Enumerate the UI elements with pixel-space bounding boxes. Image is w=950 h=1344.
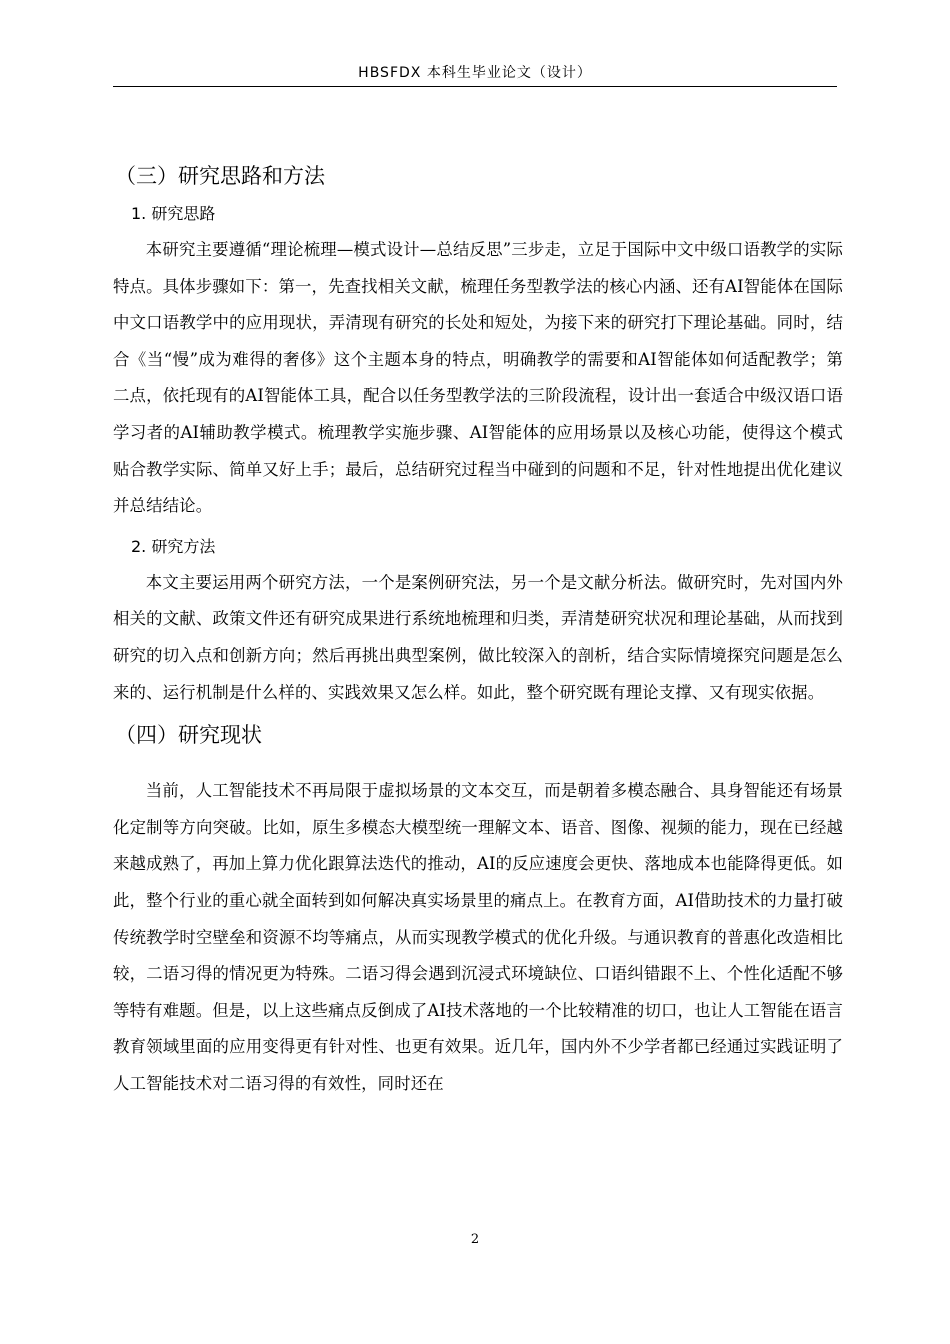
- subsection-heading-research-methods: 2. 研究方法: [131, 536, 216, 556]
- section-heading-3: （三）研究思路和方法: [115, 164, 325, 188]
- header-divider: [113, 86, 837, 87]
- paragraph-research-approach: 本研究主要遵循“理论梳理—模式设计—总结反思”三步走，立足于国际中文中级口语教学的实际特点。具体步骤如下：第一，先查找相关文献，梳理任务型教学法的核心内涵、还有AI智能体在国际中文口语教学中的应用现状，弄清现有研究的长处和短处，为接下来的研究打下理论基础。同时，结合《当“慢”成为难得的奢侈》这个主题本身的特点，明确教学的需要和AI智能体如何适配教学；第二点，依托现有的AI智能体工具，配合以任务型教学法的三阶段流程，设计出一套适合中级汉语口语学习者的AI辅助教学模式。梳理教学实施步骤、AI智能体的应用场景以及核心功能，使得这个模式贴合教学实际、简单又好上手；最后，总结研究过程当中碰到的问题和不足，针对性地提出优化建议并总结结论。: [113, 240, 843, 516]
- section-heading-4: （四）研究现状: [115, 723, 262, 748]
- subsection-heading-research-approach: 1. 研究思路: [131, 204, 216, 223]
- page-number: 2: [470, 1232, 480, 1247]
- paragraph-research-methods: 本文主要运用两个研究方法，一个是案例研究法，另一个是文献分析法。做研究时，先对国内外相关的文献、政策文件还有研究成果进行系统地梳理和归类，弄清楚研究状况和理论基础，从而找到研究的切入点和创新方向；然后再挑出典型案例，做比较深入的剖析，结合实际情境探究问题是怎么来的、运行机制是什么样的、实践效果又怎么样。如此，整个研究既有理论支撑、又有现实依据。: [113, 572, 843, 702]
- page-body: [113, 156, 843, 1102]
- paragraph-research-status: 当前，人工智能技术不再局限于虚拟场景的文本交互，而是朝着多模态融合、具身智能还有场景化定制等方向突破。比如，原生多模态大模型统一理解文本、语音、图像、视频的能力，现在已经越来越成熟了，再加上算力优化跟算法迭代的推动，AI的反应速度会更快、落地成本也能降得更低。如此，整个行业的重心就全面转到如何解决真实场景里的痛点上。在教育方面，AI借助技术的力量打破传统教学时空壁垒和资源不均等痛点，从而实现教学模式的优化升级。与通识教育的普惠化改造相比较，二语习得的情况更为特殊。二语习得会遇到沉浸式环境缺位、口语纠错跟不上、个性化适配不够等特有难题。但是，以上这些痛点反倒成了AI技术落地的一个比较精准的切口，也让人工智能在语言教育领域里面的应用变得更有针对性、也更有效果。近几年，国内外不少学者都已经通过实践证明了人工智能技术对二语习得的有效性，同时还在: [113, 781, 843, 1093]
- running-header: HBSFDX 本科生毕业论文（设计）: [358, 65, 592, 81]
